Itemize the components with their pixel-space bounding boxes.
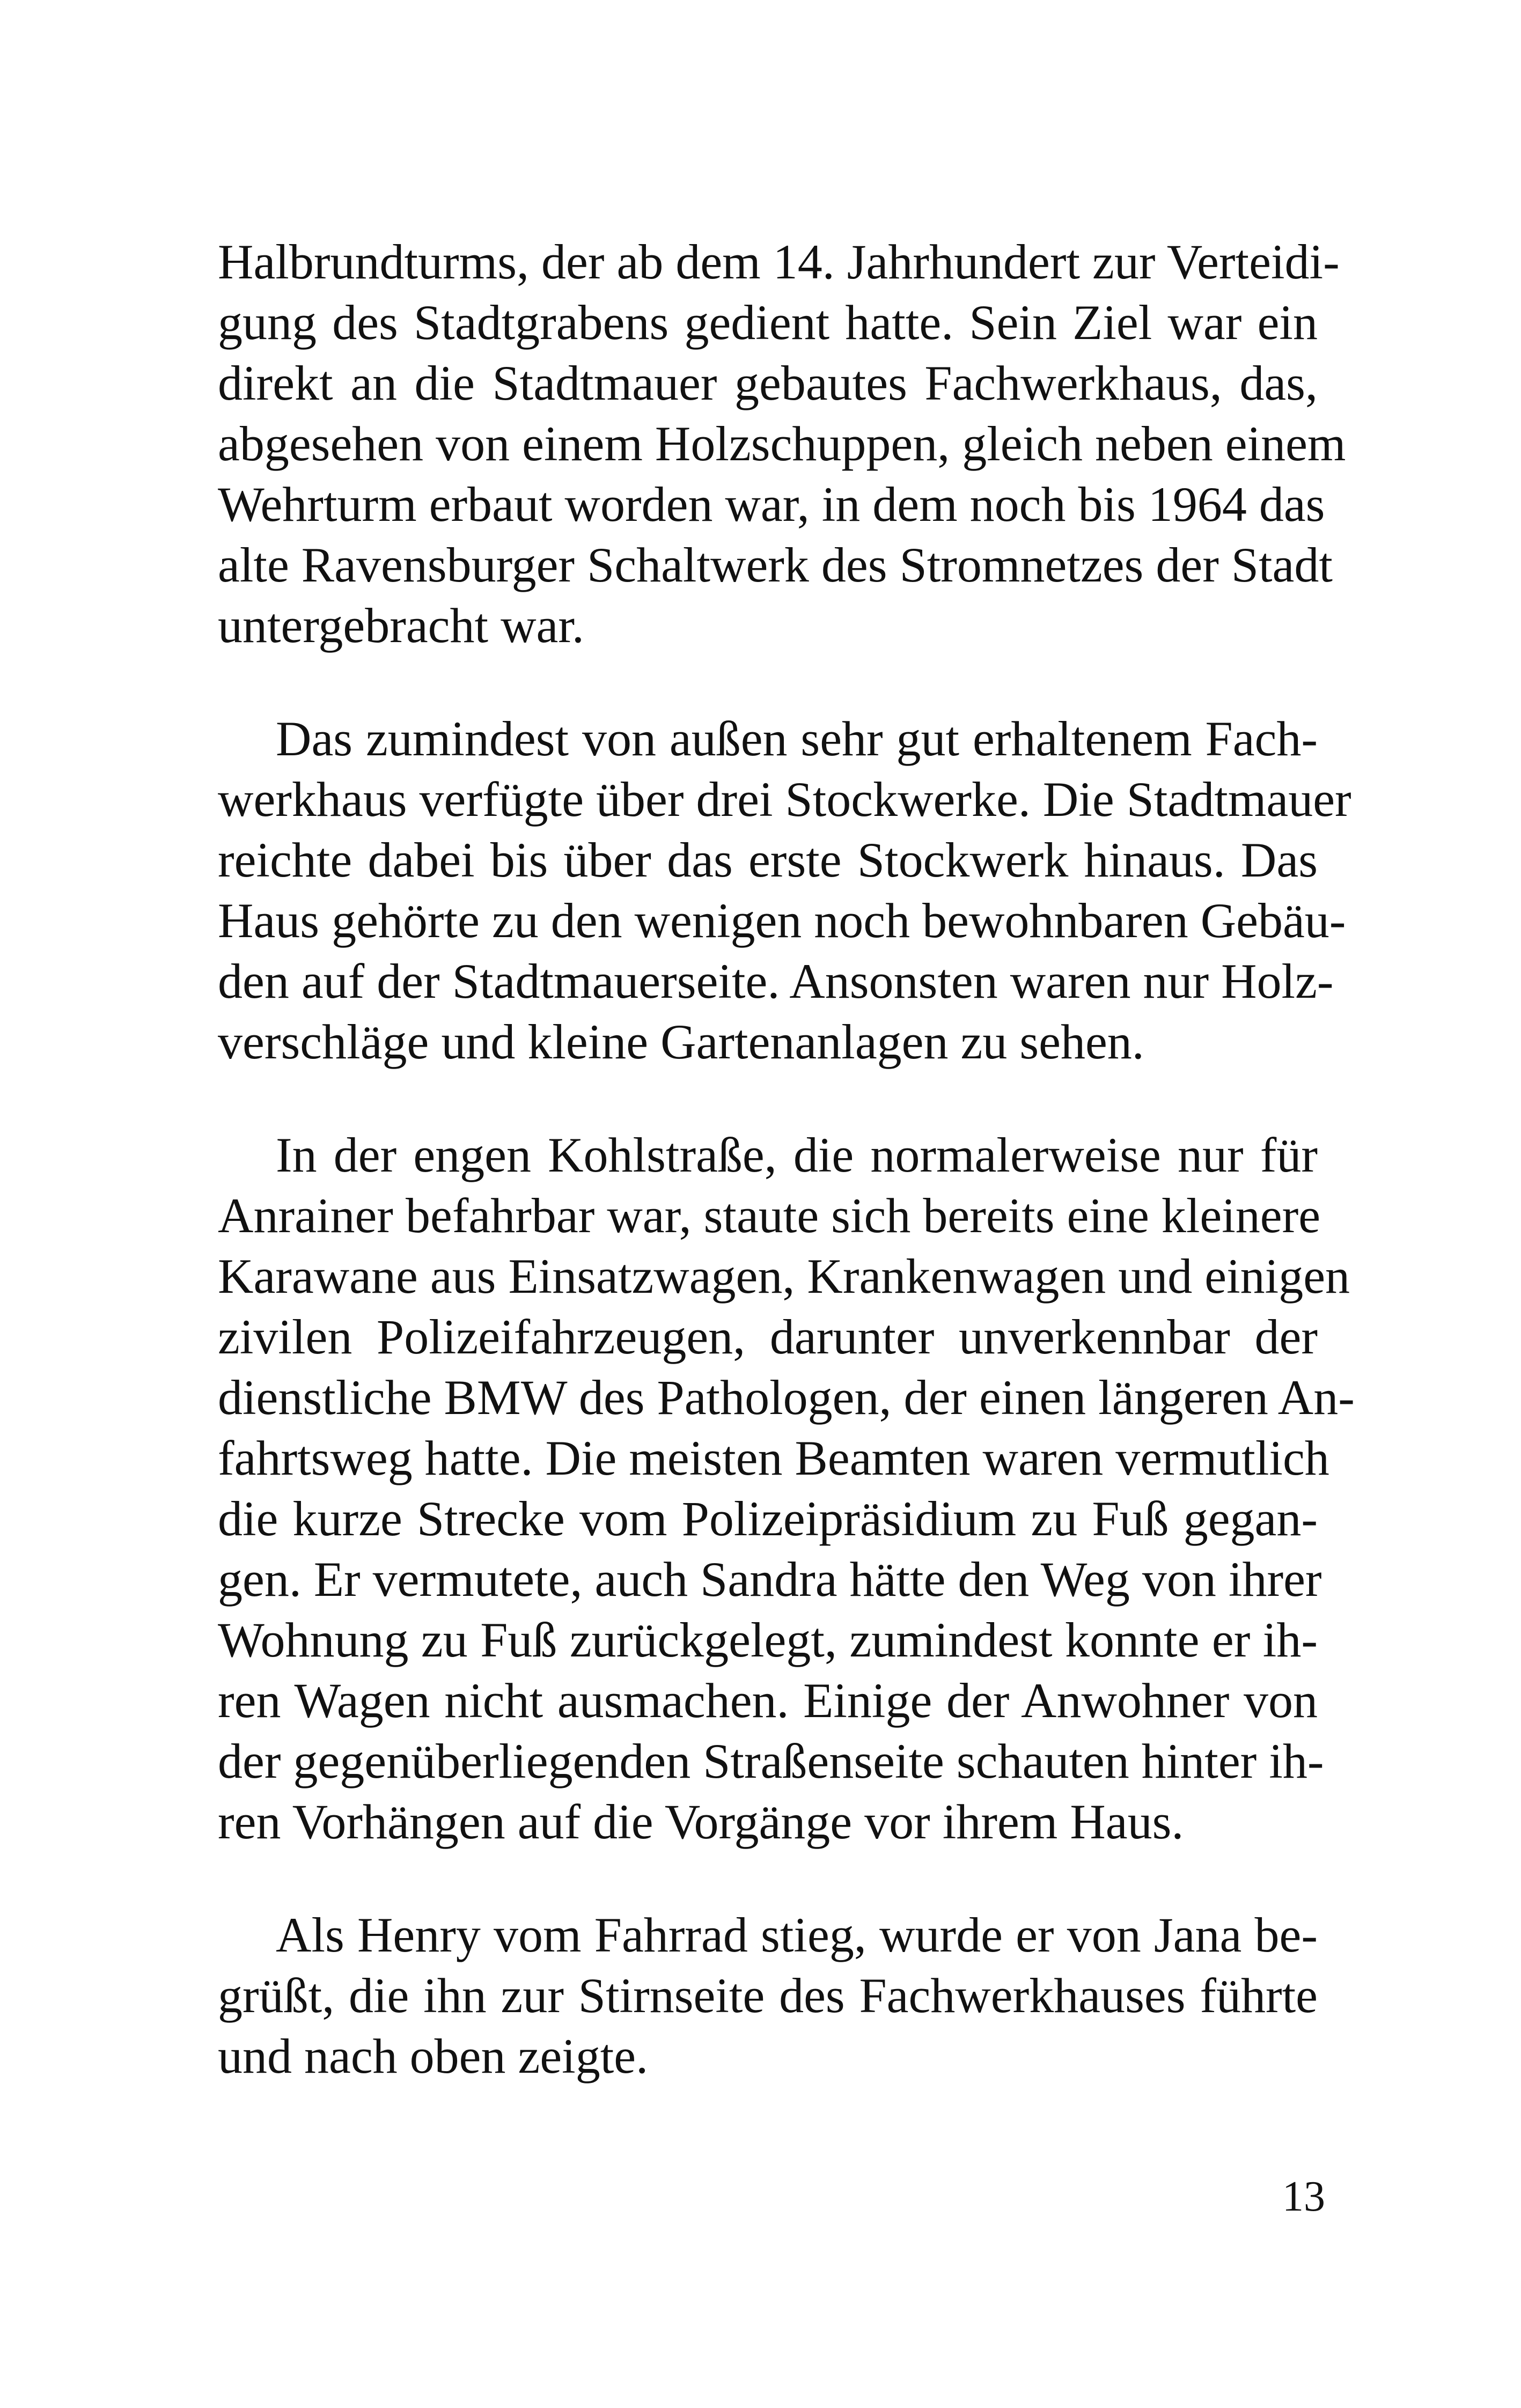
paragraph — [218, 1125, 1355, 1852]
text-line: Karawane aus Einsatzwagen, Krankenwagen und einigen — [218, 1249, 1350, 1304]
body-text — [218, 232, 1355, 2087]
paragraph-gap — [218, 1072, 1318, 1125]
text-line: Haus gehörte zu den wenigen noch bewohnbaren Gebäu- — [218, 893, 1346, 948]
paragraph — [218, 232, 1346, 656]
text-line: direkt an die Stadtmauer gebautes Fachwerkhaus, das, — [218, 356, 1318, 410]
text-line: untergebracht war. — [218, 598, 584, 653]
text-line: und nach oben zeigte. — [218, 2029, 649, 2083]
text-line: den auf der Stadtmauerseite. Ansonsten waren nur Holz- — [218, 954, 1334, 1008]
text-line: werkhaus verfügte über drei Stockwerke. Die Stadtmauer — [218, 772, 1351, 827]
text-line: Anrainer befahrbar war, staute sich bereits eine kleinere — [218, 1188, 1321, 1243]
text-line: Wohnung zu Fuß zurückgelegt, zumindest konnte er ih- — [218, 1612, 1318, 1667]
text-line: verschläge und kleine Gartenanlagen zu sehen. — [218, 1014, 1144, 1069]
text-line: die kurze Strecke vom Polizeipräsidium zu Fuß gegan- — [218, 1491, 1318, 1546]
text-line: In der engen Kohlstraße, die normalerweise nur für — [276, 1128, 1318, 1182]
text-line: zivilen Polizeifahrzeugen, darunter unverkennbar der — [218, 1309, 1318, 1364]
text-line: gen. Er vermutete, auch Sandra hätte den Weg von ihrer — [218, 1552, 1322, 1607]
text-line: Das zumindest von außen sehr gut erhaltenem Fach- — [276, 711, 1318, 766]
text-line: der gegenüberliegenden Straßenseite schauten hinter ih- — [218, 1734, 1324, 1788]
paragraph-gap — [218, 656, 1318, 709]
text-line: ren Vorhängen auf die Vorgänge vor ihrem Haus. — [218, 1794, 1184, 1849]
text-line: ren Wagen nicht ausmachen. Einige der Anwohner von — [218, 1673, 1318, 1728]
paragraph — [218, 709, 1351, 1072]
text-line: fahrtsweg hatte. Die meisten Beamten waren vermutlich — [218, 1431, 1329, 1485]
text-line: alte Ravensburger Schaltwerk des Stromnetzes der Stadt — [218, 537, 1333, 592]
text-line: grüßt, die ihn zur Stirnseite des Fachwerkhauses führte — [218, 1968, 1318, 2023]
text-line: dienstliche BMW des Pathologen, der einen längeren An- — [218, 1370, 1355, 1425]
text-line: gung des Stadtgrabens gedient hatte. Sein Ziel war ein — [218, 295, 1318, 350]
paragraph-gap — [218, 1852, 1318, 1905]
text-line: Halbrundturms, der ab dem 14. Jahrhundert zur Verteidi- — [218, 234, 1340, 289]
text-line: reichte dabei bis über das erste Stockwerk hinaus. Das — [218, 833, 1318, 887]
page-number: 13 — [1282, 2173, 1325, 2220]
text-line: Als Henry vom Fahrrad stieg, wurde er von Jana be- — [276, 1908, 1318, 1962]
text-line: Wehrturm erbaut worden war, in dem noch bis 1964 das — [218, 477, 1325, 532]
text-line: abgesehen von einem Holzschuppen, gleich neben einem — [218, 416, 1346, 471]
paragraph — [218, 1905, 1318, 2087]
